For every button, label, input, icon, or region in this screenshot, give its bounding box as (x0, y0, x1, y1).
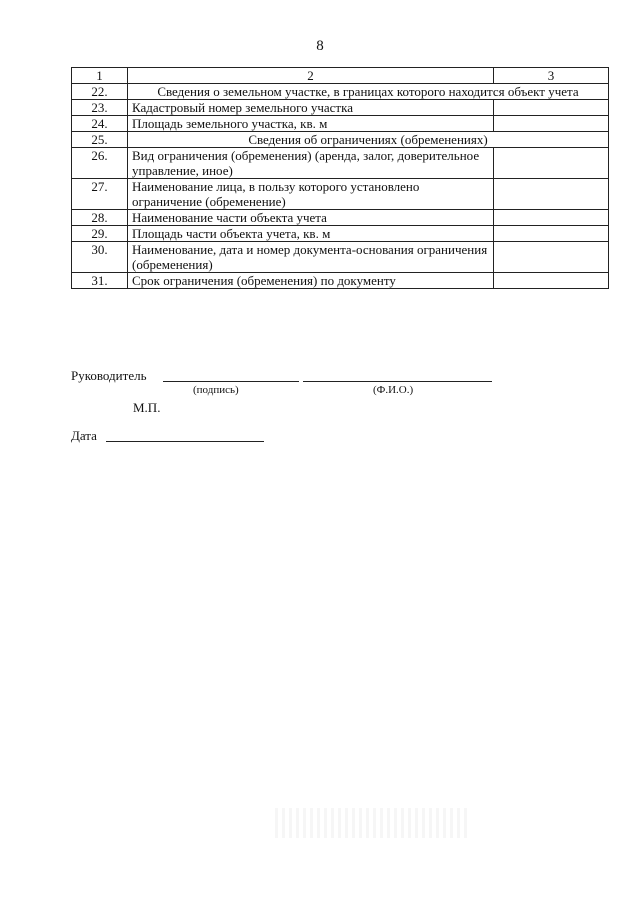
table-row (72, 242, 609, 273)
name-line (303, 367, 492, 382)
column-header-3: 3 (494, 68, 609, 84)
row-description: Сведения о земельном участке, в границах которого находится объект учета (128, 84, 609, 100)
head-label: Руководитель (71, 368, 147, 383)
column-header-2: 2 (128, 68, 494, 84)
row-number: 28. (72, 210, 128, 226)
table-row (72, 116, 609, 132)
row-number: 22. (72, 84, 128, 100)
row-value-cell[interactable] (494, 116, 609, 132)
row-description: Наименование, дата и номер документа-основания ограничения (обременения) (128, 242, 494, 273)
row-value-cell[interactable] (494, 148, 609, 179)
row-description: Площадь земельного участка, кв. м (128, 116, 494, 132)
row-value-cell[interactable] (494, 242, 609, 273)
row-description: Площадь части объекта учета, кв. м (128, 226, 494, 242)
seal-label: М.П. (133, 400, 161, 415)
table-row (72, 226, 609, 242)
row-description: Вид ограничения (обременения) (аренда, залог, доверительное управление, иное) (128, 148, 494, 179)
column-header-1: 1 (72, 68, 128, 84)
row-description: Кадастровый номер земельного участка (128, 100, 494, 116)
row-value-cell[interactable] (494, 210, 609, 226)
date-line (106, 427, 264, 442)
row-number: 27. (72, 179, 128, 210)
row-number: 25. (72, 132, 128, 148)
row-number: 31. (72, 273, 128, 289)
signature-line (163, 367, 299, 382)
form-table (71, 67, 609, 289)
row-value-cell[interactable] (494, 273, 609, 289)
table-row (72, 132, 609, 148)
row-value-cell[interactable] (494, 100, 609, 116)
name-caption: (Ф.И.О.) (373, 384, 414, 396)
row-value-cell[interactable] (494, 226, 609, 242)
page-number: 8 (316, 38, 324, 54)
row-description: Срок ограничения (обременения) по документу (128, 273, 494, 289)
faint-stamp-trace (275, 808, 470, 838)
row-number: 30. (72, 242, 128, 273)
date-label: Дата (71, 428, 97, 443)
table-row (72, 273, 609, 289)
row-number: 23. (72, 100, 128, 116)
table-header-row (72, 68, 609, 84)
row-number: 26. (72, 148, 128, 179)
row-description: Сведения об ограничениях (обременениях) (128, 132, 609, 148)
table-row (72, 148, 609, 179)
table-row (72, 210, 609, 226)
signature-caption: (подпись) (193, 384, 239, 396)
table-row (72, 179, 609, 210)
row-value-cell[interactable] (494, 179, 609, 210)
row-number: 24. (72, 116, 128, 132)
row-description: Наименование лица, в пользу которого установлено ограничение (обременение) (128, 179, 494, 210)
table-row (72, 84, 609, 100)
row-number: 29. (72, 226, 128, 242)
row-description: Наименование части объекта учета (128, 210, 494, 226)
table-row (72, 100, 609, 116)
